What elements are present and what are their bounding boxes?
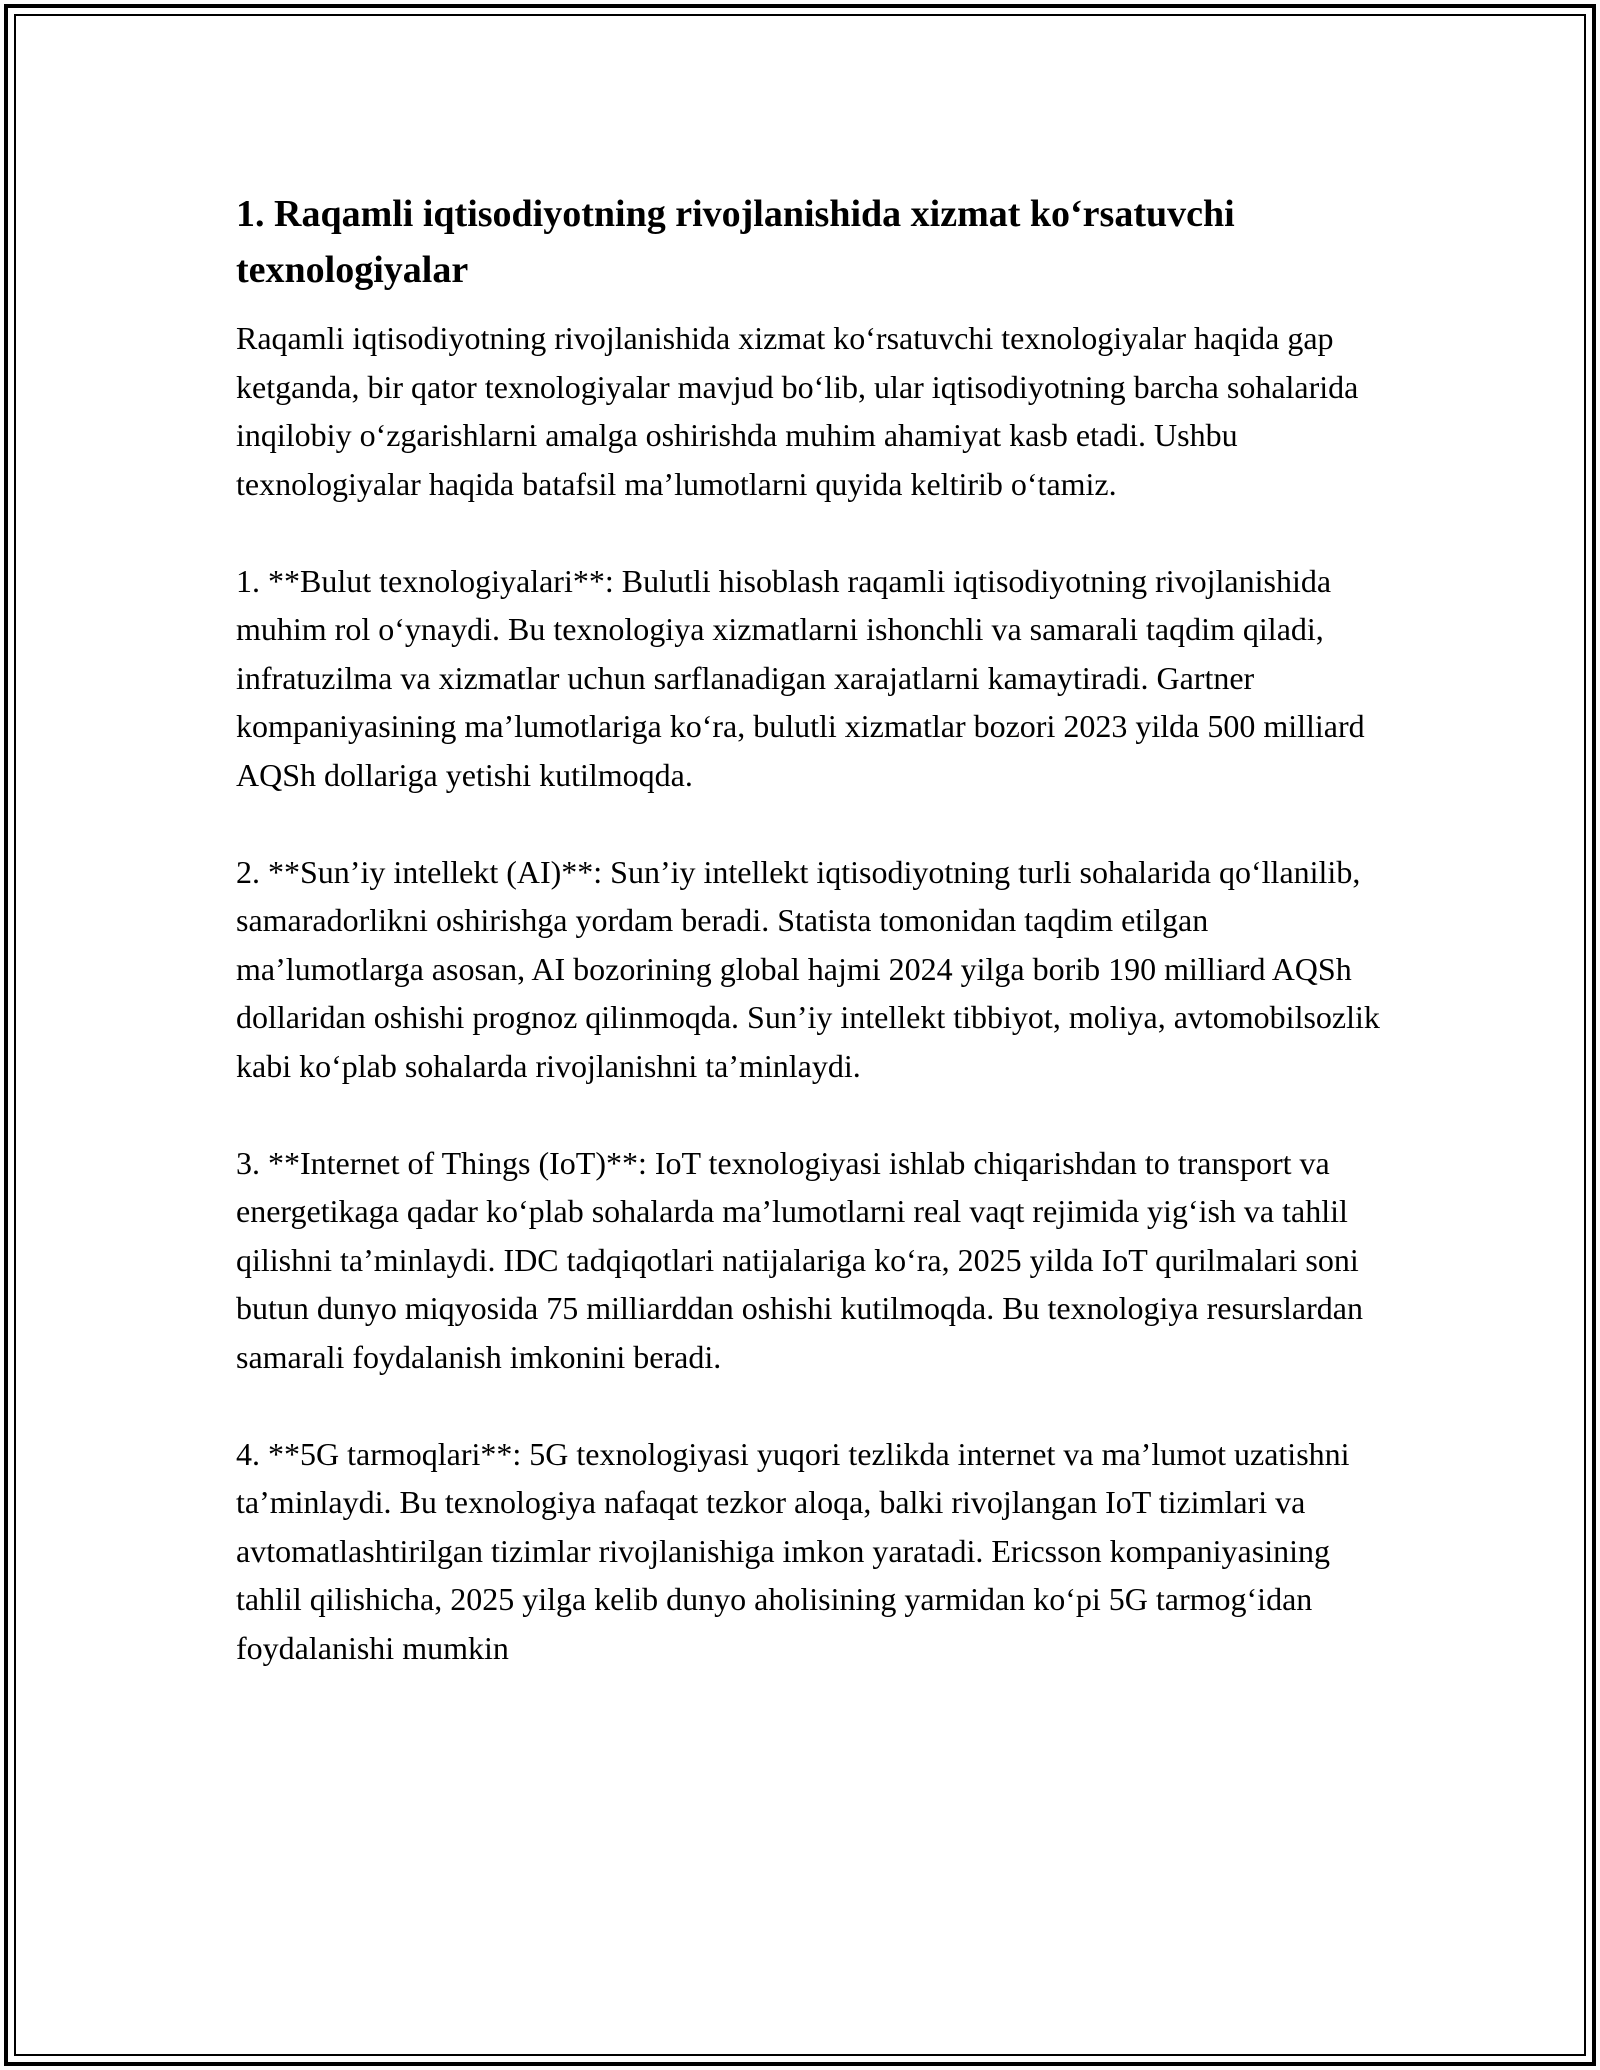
- document-body: [236, 186, 1386, 1721]
- artificial-intelligence-paragraph: 2. **Sun’iy intellekt (AI)**: Sun’iy intellekt iqtisodiyotning turli sohalarida qo‘llanilib, samaradorlikni oshirishga yordam beradi. Statista tomonidan taqdim etilgan ma’lumotlarga asosan, AI bozorining global hajmi 2024 yilga borib 190 milliard AQSh dollaridan oshishi prognoz qilinmoqda. Sun’iy intellekt tibbiyot, moliya, avtomobilsozlik kabi ko‘plab sohalarda rivojlanishni ta’minlaydi.: [236, 853, 1380, 1084]
- intro-paragraph: Raqamli iqtisodiyotning rivojlanishida xizmat ko‘rsatuvchi texnologiyalar haqida gap ketganda, bir qator texnologiyalar mavjud bo‘lib, ular iqtisodiyotning barcha sohalarida inqilobiy o‘zgarishlarni amalga oshirishda muhim ahamiyat kasb etadi. Ushbu texnologiyalar haqida batafsil ma’lumotlarni quyida keltirib o‘tamiz.: [236, 320, 1359, 502]
- iot-paragraph: 3. **Internet of Things (IoT)**: IoT texnologiyasi ishlab chiqarishdan to transport va energetikaga qadar ko‘plab sohalarda ma’lumotlarni real vaqt rejimida yig‘ish va tahlil qilishni ta’minlaydi. IDC tadqiqotlari natijalariga ko‘ra, 2025 yilda IoT qurilmalari soni butun dunyo miqyosida 75 milliarddan oshishi kutilmoqda. Bu texnologiya resurslardan samarali foydalanish imkonini beradi.: [236, 1144, 1363, 1375]
- cloud-technologies-paragraph: 1. **Bulut texnologiyalari**: Bulutli hisoblash raqamli iqtisodiyotning rivojlanishida muhim rol o‘ynaydi. Bu texnologiya xizmatlarni ishonchli va samarali taqdim qiladi, infratuzilma va xizmatlar uchun sarflanadigan xarajatlarni kamaytiradi. Gartner kompaniyasining ma’lumotlariga ko‘ra, bulutli xizmatlar bozori 2023 yilda 500 milliard AQSh dollariga yetishi kutilmoqda.: [236, 562, 1365, 793]
- 5g-networks-paragraph: 4. **5G tarmoqlari**: 5G texnologiyasi yuqori tezlikda internet va ma’lumot uzatishni ta’minlaydi. Bu texnologiya nafaqat tezkor aloqa, balki rivojlangan IoT tizimlari va avtomatlashtirilgan tizimlar rivojlanishiga imkon yaratadi. Ericsson kompaniyasining tahlil qilishicha, 2025 yilga kelib dunyo aholisining yarmidan ko‘pi 5G tarmog‘idan foydalanishi mumkin: [236, 1435, 1350, 1666]
- section-title: 1. Raqamli iqtisodiyotning rivojlanishida xizmat ko‘rsatuvchi texnologiyalar: [236, 193, 1235, 291]
